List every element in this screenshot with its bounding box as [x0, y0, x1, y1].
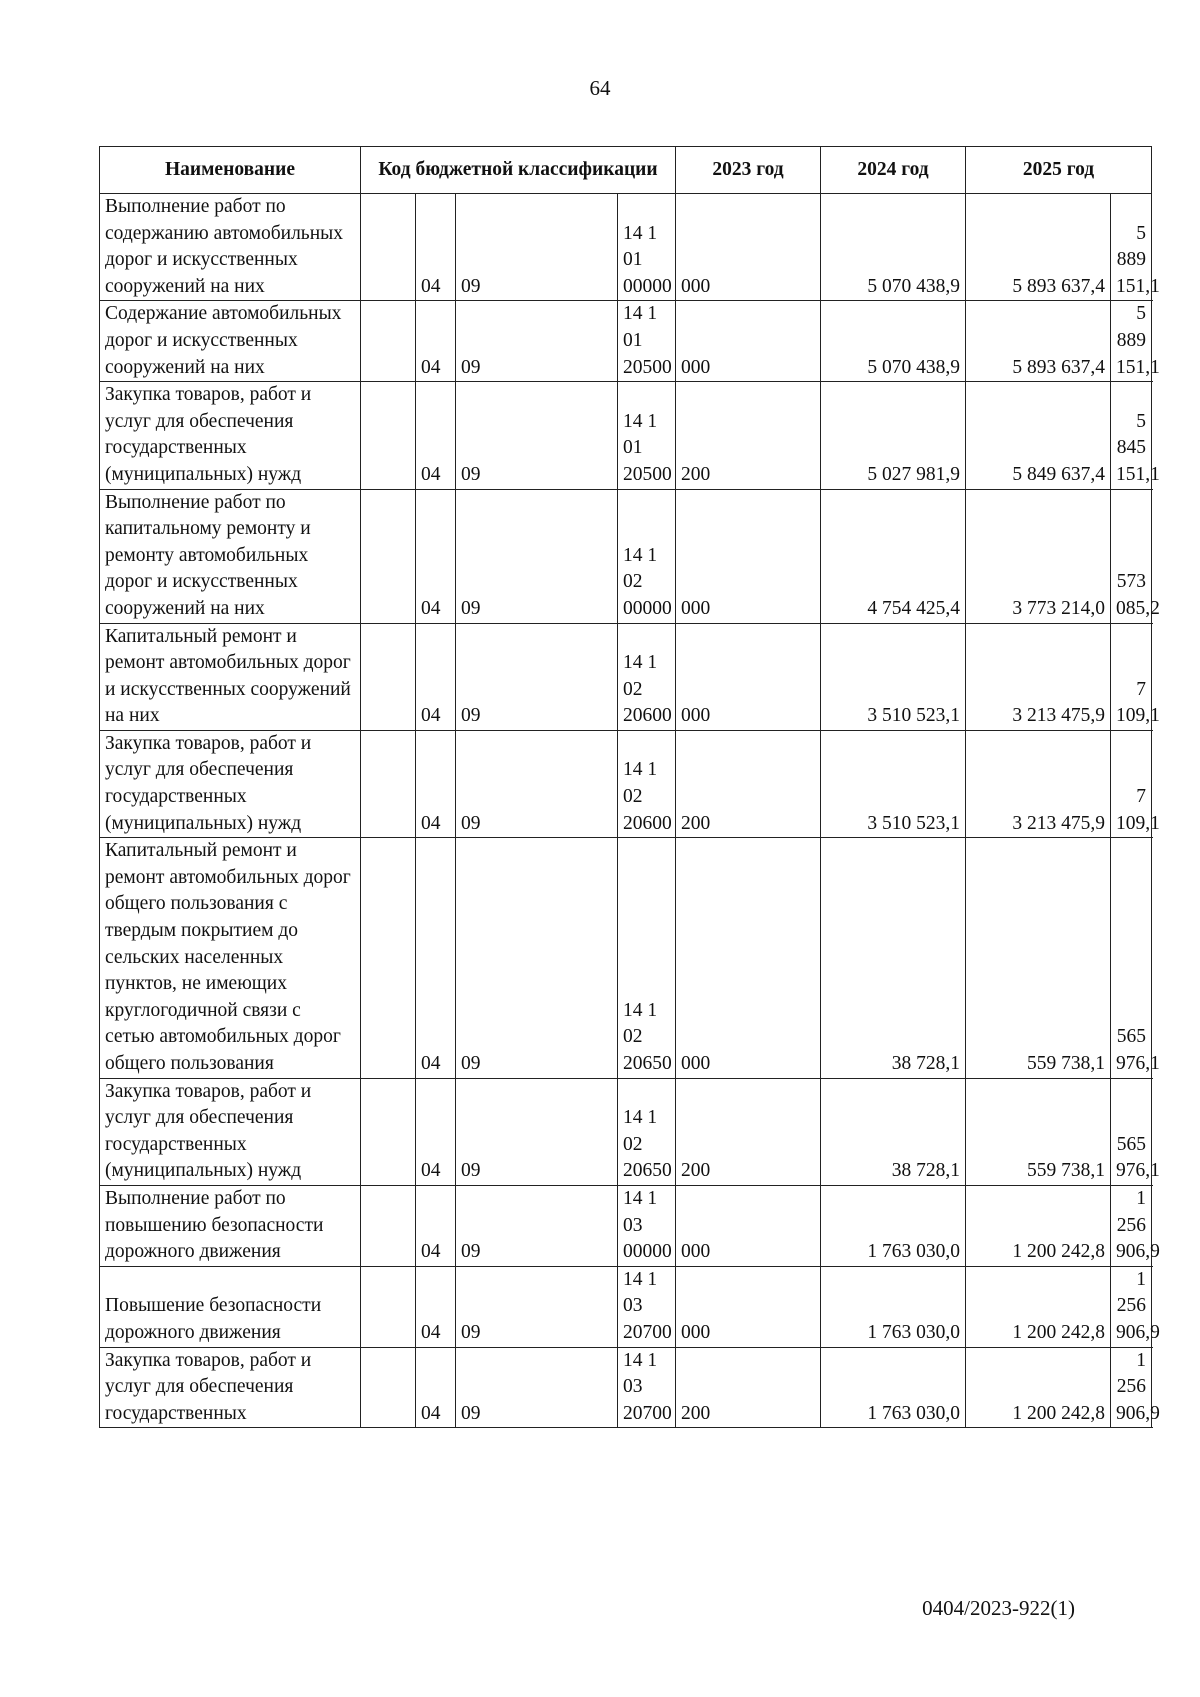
- row-subsection-cell: 09: [456, 1078, 618, 1185]
- row-blank-cell: [361, 1347, 416, 1428]
- row-blank-cell: [361, 382, 416, 489]
- row-2024-value: 5 849 637,4: [966, 382, 1111, 489]
- row-section-cell: 04: [416, 838, 456, 1078]
- header-2024: 2024 год: [821, 147, 966, 194]
- row-blank-cell: [361, 1266, 416, 1347]
- row-section-cell: 04: [416, 194, 456, 301]
- row-section-cell: 04: [416, 730, 456, 837]
- row-subsection-cell: 09: [456, 194, 618, 301]
- row-section-cell: 04: [416, 301, 456, 382]
- row-2023-value: 1 763 030,0: [821, 1347, 966, 1428]
- row-target-article-cell: 14 1 01 00000: [618, 194, 676, 301]
- row-expense-type-cell: 200: [676, 1347, 821, 1428]
- row-subsection-cell: 09: [456, 1266, 618, 1347]
- header-2023: 2023 год: [676, 147, 821, 194]
- row-2024-value: 3 773 214,0: [966, 489, 1111, 623]
- row-target-article-cell: 14 1 02 20650: [618, 1078, 676, 1185]
- row-target-article-cell: 14 1 02 00000: [618, 489, 676, 623]
- row-expense-type-cell: 000: [676, 838, 821, 1078]
- row-expense-type-cell: 000: [676, 301, 821, 382]
- row-subsection-cell: 09: [456, 1185, 618, 1266]
- row-2023-value: 38 728,1: [821, 838, 966, 1078]
- table-row: [100, 301, 1152, 382]
- row-name-cell: Повышение безопасности дорожного движения: [100, 1266, 361, 1347]
- table-row: [100, 838, 1152, 1078]
- row-2025-value: 565 976,1: [1111, 838, 1152, 1078]
- row-target-article-cell: 14 1 02 20650: [618, 838, 676, 1078]
- header-2025: 2025 год: [966, 147, 1152, 194]
- row-name-cell: Содержание автомобильных дорог и искусственных сооружений на них: [100, 301, 361, 382]
- row-subsection-cell: 09: [456, 382, 618, 489]
- row-name-cell: Закупка товаров, работ и услуг для обеспечения государственных: [100, 1347, 361, 1428]
- row-name-cell: Капитальный ремонт и ремонт автомобильных дорог общего пользования с твердым покрытием до сельских населенных пунктов, не имеющих круглогодичной связи с сетью автомобильных дорог общего пользования: [100, 838, 361, 1078]
- row-2024-value: 1 200 242,8: [966, 1185, 1111, 1266]
- row-blank-cell: [361, 489, 416, 623]
- row-name-cell: Закупка товаров, работ и услуг для обеспечения государственных (муниципальных) нужд: [100, 730, 361, 837]
- row-2024-value: 559 738,1: [966, 1078, 1111, 1185]
- row-target-article-cell: 14 1 02 20600: [618, 623, 676, 730]
- row-blank-cell: [361, 623, 416, 730]
- row-expense-type-cell: 000: [676, 1185, 821, 1266]
- row-2024-value: 3 213 475,9: [966, 623, 1111, 730]
- row-blank-cell: [361, 730, 416, 837]
- row-expense-type-cell: 000: [676, 489, 821, 623]
- row-name-cell: Закупка товаров, работ и услуг для обеспечения государственных (муниципальных) нужд: [100, 382, 361, 489]
- row-2025-value: 5 889 151,1: [1111, 301, 1152, 382]
- row-subsection-cell: 09: [456, 838, 618, 1078]
- header-row: [100, 147, 1152, 194]
- table-row: [100, 623, 1152, 730]
- row-subsection-cell: 09: [456, 623, 618, 730]
- row-2025-value: 573 085,2: [1111, 489, 1152, 623]
- row-2025-value: 5 845 151,1: [1111, 382, 1152, 489]
- row-2023-value: 3 510 523,1: [821, 623, 966, 730]
- row-expense-type-cell: 200: [676, 382, 821, 489]
- row-2025-value: 7 109,1: [1111, 623, 1152, 730]
- row-name-cell: Капитальный ремонт и ремонт автомобильных дорог и искусственных сооружений на них: [100, 623, 361, 730]
- row-2024-value: 559 738,1: [966, 838, 1111, 1078]
- row-blank-cell: [361, 1185, 416, 1266]
- row-2023-value: 5 070 438,9: [821, 194, 966, 301]
- row-2025-value: 7 109,1: [1111, 730, 1152, 837]
- table-row: [100, 194, 1152, 301]
- header-name: Наименование: [100, 147, 361, 194]
- row-section-cell: 04: [416, 623, 456, 730]
- table-row: [100, 1347, 1152, 1428]
- table-row: [100, 1185, 1152, 1266]
- row-2023-value: 1 763 030,0: [821, 1185, 966, 1266]
- budget-table: [99, 146, 1160, 1428]
- row-subsection-cell: 09: [456, 1347, 618, 1428]
- row-expense-type-cell: 000: [676, 194, 821, 301]
- row-2024-value: 1 200 242,8: [966, 1347, 1111, 1428]
- row-expense-type-cell: 000: [676, 1266, 821, 1347]
- row-subsection-cell: 09: [456, 489, 618, 623]
- row-2023-value: 38 728,1: [821, 1078, 966, 1185]
- page-number: 64: [589, 76, 611, 100]
- row-subsection-cell: 09: [456, 730, 618, 837]
- row-2025-value: 1 256 906,9: [1111, 1266, 1152, 1347]
- row-expense-type-cell: 200: [676, 1078, 821, 1185]
- document-code: 0404/2023-922(1): [922, 1596, 1075, 1620]
- row-target-article-cell: 14 1 03 00000: [618, 1185, 676, 1266]
- row-section-cell: 04: [416, 1347, 456, 1428]
- row-2023-value: 5 027 981,9: [821, 382, 966, 489]
- row-section-cell: 04: [416, 382, 456, 489]
- row-2023-value: 1 763 030,0: [821, 1266, 966, 1347]
- row-target-article-cell: 14 1 01 20500: [618, 301, 676, 382]
- row-2024-value: 5 893 637,4: [966, 194, 1111, 301]
- row-target-article-cell: 14 1 01 20500: [618, 382, 676, 489]
- row-section-cell: 04: [416, 1266, 456, 1347]
- row-blank-cell: [361, 194, 416, 301]
- row-subsection-cell: 09: [456, 301, 618, 382]
- table-row: [100, 382, 1152, 489]
- header-code: Код бюджетной классификации: [361, 147, 676, 194]
- row-2024-value: 1 200 242,8: [966, 1266, 1111, 1347]
- row-section-cell: 04: [416, 1185, 456, 1266]
- row-2025-value: 565 976,1: [1111, 1078, 1152, 1185]
- table-row: [100, 730, 1152, 837]
- row-target-article-cell: 14 1 03 20700: [618, 1347, 676, 1428]
- row-2023-value: 4 754 425,4: [821, 489, 966, 623]
- row-target-article-cell: 14 1 03 20700: [618, 1266, 676, 1347]
- row-2025-value: 1 256 906,9: [1111, 1347, 1152, 1428]
- row-name-cell: Выполнение работ по содержанию автомобильных дорог и искусственных сооружений на них: [100, 194, 361, 301]
- row-name-cell: Закупка товаров, работ и услуг для обеспечения государственных (муниципальных) нужд: [100, 1078, 361, 1185]
- row-2025-value: 1 256 906,9: [1111, 1185, 1152, 1266]
- row-target-article-cell: 14 1 02 20600: [618, 730, 676, 837]
- table-body: [100, 194, 1160, 1428]
- row-2025-value: 5 889 151,1: [1111, 194, 1152, 301]
- row-blank-cell: [361, 838, 416, 1078]
- row-2023-value: 3 510 523,1: [821, 730, 966, 837]
- row-blank-cell: [361, 1078, 416, 1185]
- row-name-cell: Выполнение работ по повышению безопасности дорожного движения: [100, 1185, 361, 1266]
- row-section-cell: 04: [416, 489, 456, 623]
- row-name-cell: Выполнение работ по капитальному ремонту и ремонту автомобильных дорог и искусственных сооружений на них: [100, 489, 361, 623]
- row-2023-value: 5 070 438,9: [821, 301, 966, 382]
- table-row: [100, 489, 1152, 623]
- row-expense-type-cell: 000: [676, 623, 821, 730]
- row-2024-value: 3 213 475,9: [966, 730, 1111, 837]
- table-row: [100, 1078, 1152, 1185]
- row-2024-value: 5 893 637,4: [966, 301, 1111, 382]
- table-row: [100, 1266, 1152, 1347]
- row-section-cell: 04: [416, 1078, 456, 1185]
- row-expense-type-cell: 200: [676, 730, 821, 837]
- row-blank-cell: [361, 301, 416, 382]
